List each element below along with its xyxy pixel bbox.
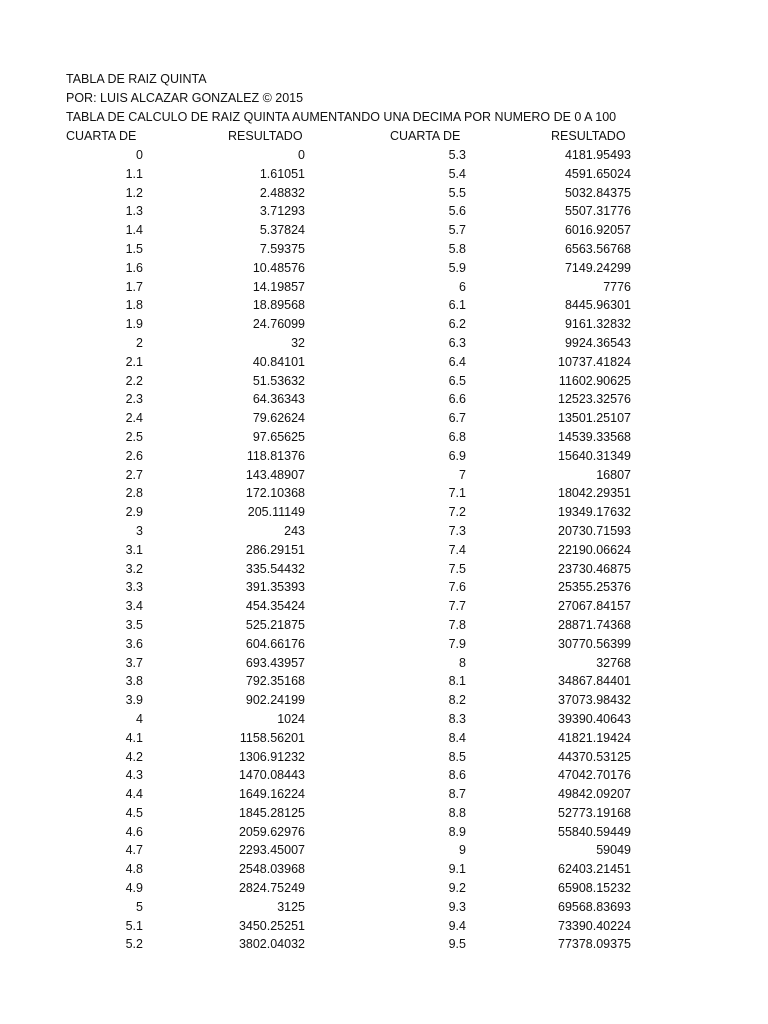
cell-left-result: 3802.04032 (238, 937, 305, 952)
cell-left-result: 79.62624 (252, 411, 305, 426)
cell-left-result: 286.29151 (245, 542, 305, 557)
cell-left-result: 3.71293 (259, 204, 305, 219)
cell-left-base: 1.3 (125, 204, 143, 219)
cell-right-base: 9.4 (448, 918, 466, 933)
table-row (0, 560, 768, 579)
cell-right-base: 9.3 (448, 899, 466, 914)
cell-right-base: 5.9 (448, 260, 466, 275)
table-row (0, 503, 768, 522)
cell-left-base: 0 (136, 148, 143, 162)
table-row (0, 484, 768, 503)
cell-right-result: 27067.84157 (558, 599, 631, 614)
table-row (0, 804, 768, 823)
cell-left-base: 4.7 (125, 843, 143, 858)
table-row (0, 202, 768, 221)
cell-left-base: 1.2 (125, 185, 143, 200)
cell-right-result: 18042.29351 (558, 486, 631, 501)
table-row (0, 353, 768, 372)
cell-left-base: 3.1 (125, 542, 143, 557)
cell-right-base: 7.9 (448, 636, 466, 651)
cell-right-result: 47042.70176 (558, 768, 631, 783)
table-row (0, 748, 768, 767)
cell-left-base: 1.9 (125, 317, 143, 332)
cell-left-result: 604.66176 (245, 636, 305, 651)
cell-right-result: 69568.83693 (558, 899, 631, 914)
cell-right-base: 8.9 (448, 824, 466, 839)
cell-left-result: 902.24199 (245, 693, 305, 708)
table-row (0, 296, 768, 315)
table-row (0, 259, 768, 278)
table-row (0, 729, 768, 748)
cell-left-result: 243 (284, 523, 305, 538)
table-row (0, 597, 768, 616)
cell-right-base: 9 (459, 843, 466, 858)
cell-right-result: 5032.84375 (564, 185, 631, 200)
cell-left-base: 3.4 (125, 599, 143, 614)
cell-right-base: 8.4 (448, 730, 466, 745)
cell-right-base: 9.5 (448, 937, 466, 952)
cell-right-base: 5.4 (448, 166, 466, 181)
cell-right-result: 12523.32576 (558, 392, 631, 407)
cell-right-base: 5.5 (448, 185, 466, 200)
cell-left-base: 4.4 (125, 787, 143, 802)
cell-right-result: 59049 (596, 843, 631, 858)
cell-right-base: 8.6 (448, 768, 466, 783)
cell-right-result: 5507.31776 (564, 204, 631, 219)
table-row (0, 165, 768, 184)
table-row (0, 315, 768, 334)
cell-right-result: 52773.19168 (558, 805, 631, 820)
cell-right-result: 6563.56768 (564, 241, 631, 256)
cell-right-base: 7.8 (448, 617, 466, 632)
cell-right-result: 7149.24299 (564, 260, 631, 275)
cell-left-result: 40.84101 (252, 354, 305, 369)
cell-left-result: 2548.03968 (238, 862, 305, 877)
cell-right-result: 4181.95493 (564, 148, 631, 162)
cell-left-result: 64.36343 (252, 392, 305, 407)
column-header-left-base: CUARTA DE (66, 129, 137, 143)
document-title: TABLA DE RAIZ QUINTA (66, 72, 207, 86)
cell-left-result: 1845.28125 (238, 805, 305, 820)
cell-left-base: 2.1 (125, 354, 143, 369)
cell-left-base: 3.8 (125, 674, 143, 689)
cell-right-base: 6.7 (448, 411, 466, 426)
cell-right-result: 16807 (596, 467, 631, 482)
cell-right-base: 6 (459, 279, 466, 294)
cell-left-result: 1.61051 (259, 166, 305, 181)
cell-left-base: 4.1 (125, 730, 143, 745)
cell-left-base: 3.7 (125, 655, 143, 670)
document-author: POR: LUIS ALCAZAR GONZALEZ © 2015 (66, 90, 304, 105)
cell-right-base: 7.5 (448, 561, 466, 576)
cell-right-result: 28871.74368 (558, 617, 631, 632)
cell-left-base: 2.7 (125, 467, 143, 482)
cell-left-base: 1.1 (125, 166, 143, 181)
cell-right-result: 77378.09375 (558, 937, 631, 952)
cell-right-result: 23730.46875 (558, 561, 631, 576)
table-row (0, 240, 768, 259)
cell-left-base: 2.3 (125, 392, 143, 407)
cell-right-result: 30770.56399 (558, 636, 631, 651)
table-row (0, 447, 768, 466)
cell-left-base: 3.9 (125, 693, 143, 708)
cell-left-base: 3.2 (125, 561, 143, 576)
document-description: TABLA DE CALCULO DE RAIZ QUINTA AUMENTANDO UNA DECIMA POR NUMERO DE 0 A 100 (66, 109, 617, 124)
cell-right-base: 7.6 (448, 580, 466, 595)
table-row (0, 578, 768, 597)
table-row (0, 898, 768, 917)
cell-right-base: 6.5 (448, 373, 466, 388)
cell-right-result: 9161.32832 (564, 317, 631, 332)
table-row (0, 616, 768, 635)
cell-right-result: 11602.90625 (558, 373, 631, 388)
cell-right-result: 19349.17632 (558, 505, 631, 520)
cell-left-result: 18.89568 (252, 298, 305, 313)
cell-left-result: 7.59375 (259, 241, 305, 256)
cell-left-result: 205.11149 (247, 505, 305, 520)
cell-left-base: 5 (136, 899, 143, 914)
cell-right-base: 7.4 (448, 542, 466, 557)
cell-left-base: 2.6 (125, 448, 143, 463)
cell-left-result: 1306.91232 (238, 749, 305, 764)
table-row (0, 917, 768, 936)
cell-right-base: 7.2 (448, 505, 466, 520)
cell-left-base: 4.3 (125, 768, 143, 783)
cell-left-result: 172.10368 (245, 486, 305, 501)
table-row (0, 691, 768, 710)
cell-right-result: 49842.09207 (558, 787, 631, 802)
cell-left-base: 4.6 (125, 824, 143, 839)
cell-left-result: 792.35168 (245, 674, 305, 689)
cell-right-result: 9924.36543 (564, 335, 631, 350)
cell-right-base: 6.3 (448, 335, 466, 350)
table-row (0, 823, 768, 842)
cell-left-result: 1158.56201 (239, 730, 305, 745)
table-row (0, 409, 768, 428)
cell-right-result: 34867.84401 (558, 674, 631, 689)
cell-left-result: 525.21875 (245, 617, 305, 632)
cell-right-result: 73390.40224 (558, 918, 631, 933)
cell-right-base: 6.1 (448, 298, 466, 313)
table-row (0, 654, 768, 673)
column-header-left-result: RESULTADO (228, 129, 303, 143)
table-row (0, 184, 768, 203)
cell-right-result: 20730.71593 (558, 523, 631, 538)
cell-left-result: 14.19857 (252, 279, 305, 294)
cell-right-result: 4591.65024 (564, 166, 631, 181)
cell-right-base: 9.1 (448, 862, 466, 877)
cell-left-base: 3.5 (125, 617, 143, 632)
cell-left-result: 32 (291, 335, 305, 350)
cell-left-base: 1.4 (125, 223, 143, 238)
cell-right-base: 5.3 (448, 148, 466, 162)
cell-right-base: 8.3 (448, 711, 466, 726)
document-header (66, 70, 716, 126)
cell-left-base: 2.8 (125, 486, 143, 501)
table-row (0, 221, 768, 240)
cell-left-base: 4 (136, 711, 143, 726)
cell-left-result: 1470.08443 (238, 768, 305, 783)
table-row (0, 710, 768, 729)
cell-right-result: 6016.92057 (564, 223, 631, 238)
cell-right-result: 41821.19424 (558, 730, 631, 745)
cell-left-base: 4.8 (125, 862, 143, 877)
cell-left-result: 5.37824 (259, 223, 305, 238)
cell-right-result: 55840.59449 (558, 824, 631, 839)
cell-left-base: 5.1 (125, 918, 143, 933)
cell-right-result: 25355.25376 (558, 580, 631, 595)
cell-right-base: 8.1 (448, 674, 466, 689)
cell-left-base: 4.9 (125, 881, 143, 896)
cell-left-base: 3 (136, 523, 143, 538)
cell-left-base: 5.2 (125, 937, 143, 952)
cell-right-base: 7.7 (448, 599, 466, 614)
cell-left-result: 51.53632 (252, 373, 305, 388)
table-row (0, 390, 768, 409)
cell-left-result: 2293.45007 (238, 843, 305, 858)
cell-left-result: 2824.75249 (238, 881, 305, 896)
cell-right-base: 6.6 (448, 392, 466, 407)
cell-left-result: 1649.16224 (238, 787, 305, 802)
table-row (0, 841, 768, 860)
cell-right-base: 8 (459, 655, 466, 670)
cell-left-result: 143.48907 (245, 467, 305, 482)
cell-right-result: 39390.40643 (558, 711, 631, 726)
cell-right-base: 7 (459, 467, 466, 482)
table-row (0, 766, 768, 785)
cell-left-result: 118.81376 (246, 448, 305, 463)
cell-right-result: 44370.53125 (558, 749, 631, 764)
table-row (0, 672, 768, 691)
cell-left-base: 3.3 (125, 580, 143, 595)
cell-left-base: 2.5 (125, 429, 143, 444)
table-row (0, 522, 768, 541)
cell-left-base: 2.4 (125, 411, 143, 426)
table-row (0, 372, 768, 391)
cell-left-base: 1.6 (125, 260, 143, 275)
cell-right-result: 32768 (596, 655, 631, 670)
table-row (0, 466, 768, 485)
cell-left-base: 1.5 (125, 241, 143, 256)
cell-right-base: 8.8 (448, 805, 466, 820)
cell-right-result: 14539.33568 (558, 429, 631, 444)
cell-right-result: 15640.31349 (558, 448, 631, 463)
cell-left-result: 0 (298, 148, 305, 162)
cell-right-base: 7.3 (448, 523, 466, 538)
cell-right-base: 7.1 (448, 486, 466, 501)
cell-left-base: 2 (136, 335, 143, 350)
cell-right-base: 9.2 (448, 881, 466, 896)
cell-left-result: 3125 (277, 899, 305, 914)
cell-right-result: 22190.06624 (558, 542, 631, 557)
cell-left-base: 1.7 (125, 279, 143, 294)
cell-left-result: 97.65625 (252, 429, 305, 444)
table-column-headers (0, 127, 768, 146)
cell-left-result: 24.76099 (252, 317, 305, 332)
cell-left-base: 1.8 (125, 298, 143, 313)
cell-left-result: 693.43957 (245, 655, 305, 670)
table-row (0, 935, 768, 954)
table-row (0, 428, 768, 447)
cell-left-base: 2.9 (125, 505, 143, 520)
cell-left-result: 391.35393 (245, 580, 305, 595)
column-header-right-base: CUARTA DE (390, 129, 461, 143)
cell-right-base: 8.5 (448, 749, 466, 764)
table-row (0, 334, 768, 353)
cell-right-base: 5.7 (448, 223, 466, 238)
cell-left-result: 2.48832 (259, 185, 305, 200)
cell-left-base: 4.5 (125, 805, 143, 820)
cell-right-result: 62403.21451 (558, 862, 631, 877)
table-row (0, 785, 768, 804)
cell-left-result: 3450.25251 (238, 918, 305, 933)
cell-right-base: 8.2 (448, 693, 466, 708)
column-header-right-result: RESULTADO (551, 129, 626, 143)
table-body (0, 146, 768, 954)
cell-right-result: 10737.41824 (558, 354, 631, 369)
cell-right-base: 5.6 (448, 204, 466, 219)
table-row (0, 860, 768, 879)
cell-right-result: 8445.96301 (564, 298, 631, 313)
cell-right-result: 65908.15232 (558, 881, 631, 896)
cell-left-result: 454.35424 (245, 599, 305, 614)
cell-right-base: 8.7 (448, 787, 466, 802)
cell-left-result: 335.54432 (245, 561, 305, 576)
table-row (0, 278, 768, 297)
cell-left-base: 2.2 (125, 373, 143, 388)
cell-left-result: 10.48576 (252, 260, 305, 275)
cell-left-result: 1024 (277, 711, 305, 726)
cell-left-base: 3.6 (125, 636, 143, 651)
table-row (0, 879, 768, 898)
cell-right-result: 13501.25107 (558, 411, 631, 426)
cell-right-base: 6.4 (448, 354, 466, 369)
table-row (0, 541, 768, 560)
cell-right-base: 6.2 (448, 317, 466, 332)
cell-left-base: 4.2 (125, 749, 143, 764)
cell-right-result: 37073.98432 (558, 693, 631, 708)
cell-right-base: 6.8 (448, 429, 466, 444)
table-row (0, 635, 768, 654)
cell-right-result: 7776 (603, 279, 631, 294)
cell-left-result: 2059.62976 (238, 824, 305, 839)
cell-right-base: 5.8 (448, 241, 466, 256)
cell-right-base: 6.9 (448, 448, 466, 463)
table-row (0, 146, 768, 165)
